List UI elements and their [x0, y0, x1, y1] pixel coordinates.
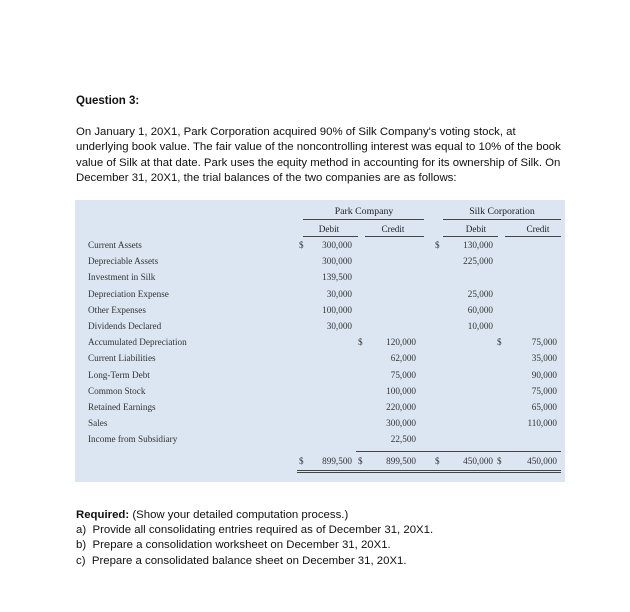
cell-park-credit: 22,500: [390, 434, 416, 445]
cell-park-debit: 300,000: [322, 240, 352, 250]
row-label: Investment in Silk: [88, 272, 156, 283]
cell-silk-debit: 10,000: [467, 321, 493, 331]
cell-park-debit: 30,000: [326, 321, 352, 331]
cell-park-credit: 75,000: [390, 369, 416, 380]
cell-park-debit: 100,000: [322, 304, 352, 315]
row-label: Other Expenses: [88, 304, 146, 315]
total-dollar-park-credit: $: [358, 456, 363, 466]
required-section: [76, 508, 433, 569]
group-rule-park: [303, 219, 424, 220]
row-label: Current Assets: [88, 240, 142, 250]
total-dollar-silk-debit: $: [435, 456, 440, 466]
trial-balance-table: [75, 200, 565, 482]
row-label: Long-Term Debt: [88, 369, 150, 380]
total-rule-bottom-1: [297, 470, 561, 471]
cell-silk-credit: 65,000: [531, 402, 557, 412]
total-park-debit: 899,500: [322, 456, 352, 466]
required-item-b: b) Prepare a consolidation worksheet on December 31, 20X1.: [76, 539, 391, 552]
total-dollar-silk-credit: $: [497, 456, 502, 466]
total-rule-top: [356, 451, 561, 452]
total-dollar-park-debit: $: [299, 456, 304, 466]
cell-park-credit: 300,000: [386, 418, 416, 429]
subheader-rule: [365, 236, 424, 237]
subheader-silk-credit: Credit: [526, 224, 550, 234]
total-park-credit: 899,500: [386, 456, 416, 466]
cell-silk-debit: 60,000: [467, 304, 493, 315]
cell-silk-credit: 75,000: [531, 385, 557, 396]
row-label: Depreciation Expense: [88, 288, 169, 299]
dollar-sign: $: [435, 240, 440, 250]
required-heading: Required:: [76, 509, 130, 521]
row-label: Retained Earnings: [88, 402, 156, 412]
question-intro: On January 1, 20X1, Park Corporation acquired 90% of Silk Company's voting stock, at underlying book value. The fair value of the noncontrolling interest was equal to 10% of the book value of Silk at that date. Park uses the equity method in accounting for its ownership of Silk. On December 31, 20X1, the trial balances of the two companies are as follows:: [76, 126, 561, 185]
cell-park-debit: 300,000: [322, 256, 352, 267]
cell-silk-credit: 35,000: [531, 353, 557, 364]
cell-park-debit: 139,500: [322, 272, 352, 283]
row-label: Income from Subsidiary: [88, 434, 178, 445]
cell-silk-debit: 225,000: [463, 256, 493, 267]
cell-silk-debit: 25,000: [467, 288, 493, 299]
question-title: Question 3:: [76, 95, 140, 107]
total-silk-credit: 450,000: [527, 456, 557, 466]
cell-park-credit: 62,000: [390, 353, 416, 364]
subheader-rule: [303, 236, 358, 237]
dollar-sign: $: [358, 337, 363, 348]
group-rule-silk: [443, 219, 561, 220]
dollar-sign: $: [497, 337, 502, 348]
subheader-park-debit: Debit: [318, 224, 340, 234]
subheader-silk-debit: Debit: [465, 224, 487, 234]
subheader-park-credit: Credit: [381, 224, 405, 234]
required-item-a: a) Provide all consolidating entries required as of December 31, 20X1.: [76, 524, 434, 537]
cell-park-credit: 120,000: [386, 337, 416, 348]
cell-park-credit: 100,000: [386, 385, 416, 396]
total-silk-debit: 450,000: [463, 456, 493, 466]
subheader-rule: [443, 236, 498, 237]
subheader-rule: [505, 236, 561, 237]
group-header-silk: Silk Corporation: [469, 206, 535, 217]
row-label: Sales: [88, 418, 108, 429]
row-label: Current Liabilities: [88, 353, 156, 364]
total-rule-bottom-2: [297, 472, 561, 473]
cell-park-debit: 30,000: [326, 288, 352, 299]
cell-park-credit: 220,000: [386, 402, 416, 412]
cell-silk-credit: 75,000: [531, 337, 557, 348]
dollar-sign: $: [299, 240, 304, 250]
row-label: Depreciable Assets: [88, 256, 159, 267]
row-label: Accumulated Depreciation: [88, 337, 187, 348]
row-label: Dividends Declared: [88, 321, 162, 331]
group-header-park: Park Company: [334, 206, 394, 217]
required-note: (Show your detailed computation process.): [132, 509, 349, 521]
row-label: Common Stock: [88, 385, 146, 396]
cell-silk-credit: 90,000: [531, 369, 557, 380]
required-item-c: c) Prepare a consolidated balance sheet on December 31, 20X1.: [76, 554, 407, 567]
cell-silk-credit: 110,000: [527, 418, 557, 429]
cell-silk-debit: 130,000: [463, 240, 493, 250]
